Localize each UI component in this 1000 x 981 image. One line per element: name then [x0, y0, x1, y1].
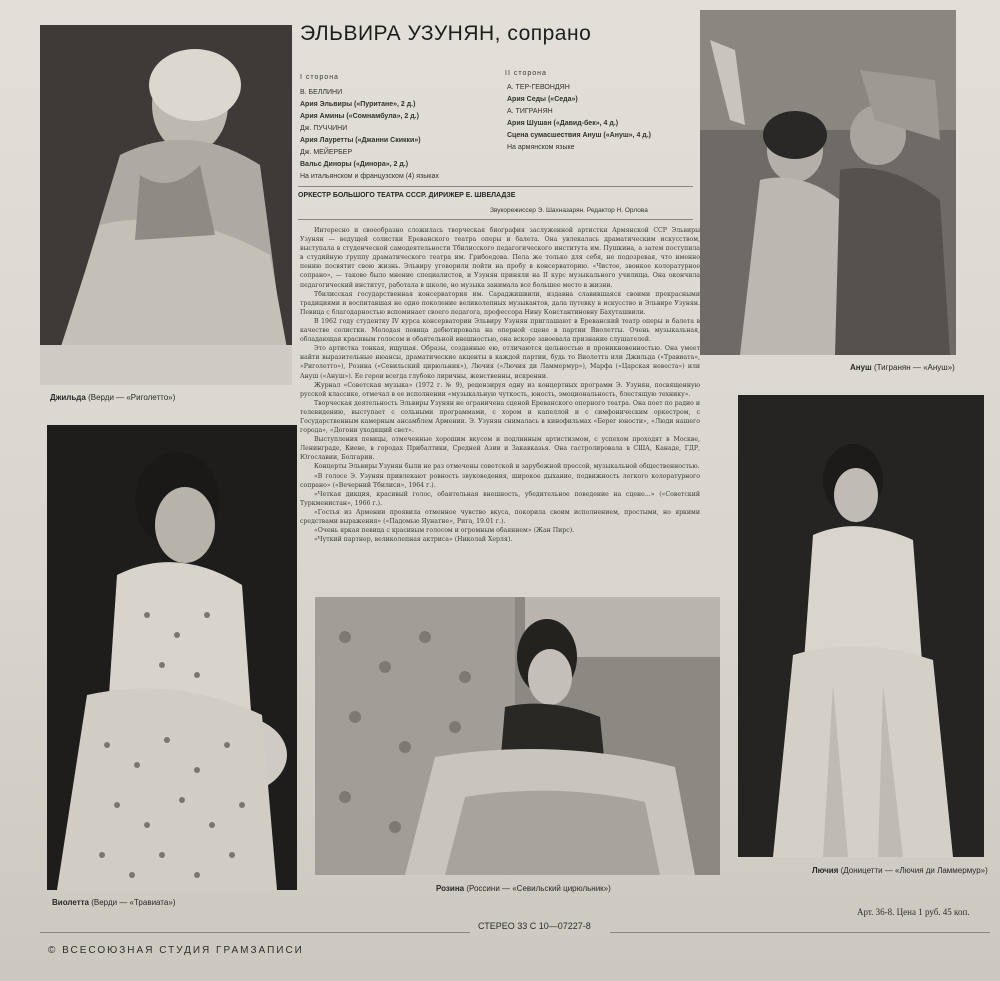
- biography-paragraph: Творческая деятельность Эльвиры Узунян не ограничена сценой Ереванского оперного театра. Она поет по радио и телевидению, выступает с сольными программами, с хором и капеллой и с симфоническим оркестром, с Государственным камерным ансамблем Армении. Э. Узунян снималась в кинофильмах «Берег юности», «Люди нашего города», «Догони уходящий свет».: [300, 399, 700, 435]
- orchestra-credit: ОРКЕСТР БОЛЬШОГО ТЕАТРА СССР. ДИРИЖЕР Е. ШВЕЛАДЗЕ: [298, 192, 516, 199]
- divider-top: [298, 186, 693, 187]
- caption-gilda: Джильда (Верди — «Риголетто»): [50, 393, 176, 402]
- photo-lucia: [738, 395, 984, 857]
- caption-violetta: Виолетта (Верди — «Травиата»): [52, 898, 176, 907]
- track-line: Ария Седы («Седа»): [507, 96, 578, 103]
- track-line: На армянском языке: [507, 144, 575, 151]
- biography-paragraph: Интересно и своеобразно сложилась творческая биография заслуженной артистки Армянской ССР Эльвиры Узунян — ведущей солистки Ереванского театра оперы и балета. Она увлекалась драматическим искусством, выступала в студенческой самодеятельности Тбилисского педагогического института им. Пушкина, а затем поступила в студийную группу драматического театра им. Грибоедова. Пела же только для себя, не подозревая, что именно пению посвятит свою жизнь. Эльвиру уговорили пойти на пробу в консерваторию. «Чистое, звонкое колоратурное сопрано», — таково было мнение специалистов, и Узунян приняли на II курс музыкального училища. Она окончила педагогический институт, работала в школе, но музыка занимала все большее место в жизни.: [300, 227, 700, 289]
- footer-rule-left: [40, 932, 470, 933]
- divider-bottom: [298, 219, 693, 220]
- biography-paragraph: Концерты Эльвиры Узунян были не раз отмечены советской и зарубежной прессой, музыкальной общественностью.: [314, 463, 700, 471]
- track-line: Дж. ПУЧЧИНИ: [300, 125, 348, 132]
- caption-anush: Ануш (Тигранян — «Ануш»): [850, 363, 955, 372]
- price-label: Арт. 36-8. Цена 1 руб. 45 коп.: [857, 907, 970, 917]
- biography-paragraph: «Четкая дикция, красивый голос, обаятельная внешность, убедительное поведение на сцене...» («Советский Туркменистан», 1966 г.).: [300, 490, 700, 507]
- track-line: Вальс Диноры («Динора», 2 д.): [300, 161, 409, 168]
- biography-paragraph: В 1962 году студентку IV курса консерватории Эльвиру Узунян приглашают в Ереванский театр оперы и балета в качестве солистки. Молодая певица дебютировала на оперной сцене в партии Виолетты. Очень музыкальная, обладающая красивым голосом и обаятельной внешностью, она вскоре завоевала признание слушателей.: [300, 317, 700, 344]
- track-line: А. ТЕР-ГЕВОНДЯН: [507, 84, 570, 91]
- catalog-number: СТЕРЕО 33 С 10—07227-8: [478, 921, 591, 931]
- photo-anush: [700, 10, 956, 355]
- biography-text: [300, 226, 700, 586]
- caption-rosina: Розина (Россини — «Севильский цирюльник»): [436, 884, 611, 893]
- biography-paragraph: «В голосе Э. Узунян привлекают ровность звуковедения, широкое дыхание, подвижность легкого колоратурного сопрано» («Вечерний Тбилиси», 1964 г.).: [300, 472, 700, 489]
- track-line: Ария Амины («Сомнамбула», 2 д.): [300, 113, 419, 120]
- track-line: Сцена сумасшествия Ануш («Ануш», 4 д.): [507, 132, 652, 139]
- biography-paragraph: Тбилисская государственная консерватория им. Сараджишвили, издавна славившаяся своими прекрасными традициями и воспитавшая не одно поколение великолепных музыкантов, дала путевку в искусство и Эльвире Узунян. Певица с благодарностью вспоминает своего педагога, профессора Нину Константиновну Бахуташвили.: [300, 290, 700, 316]
- caption-lucia: Лючия (Доницетти — «Лючия ди Ламмермур»): [812, 866, 988, 875]
- photo-gilda: [40, 25, 292, 385]
- photo-rosina: [315, 597, 720, 875]
- biography-paragraph: Журнал «Советская музыка» (1972 г. № 9), рецензируя одну из концертных программ Э. Узунян, посвященную русской классике, отмечал в ее исполнении «музыкальную чуткость, юность, эмоциональность, блестящую технику».: [300, 381, 700, 398]
- footer-rule-right: [610, 932, 990, 933]
- track-line: На итальянском и французском (4) языках: [300, 173, 439, 180]
- biography-paragraph: «Очень яркая певица с красивым голосом и огромным обаянием» (Жан Пирс).: [314, 527, 575, 535]
- track-line: Ария Эльвиры («Пуритане», 2 д.): [300, 101, 416, 108]
- biography-paragraph: «Чуткий партнер, великолепная актриса» (Николай Херля).: [314, 536, 513, 544]
- track-line: А. ТИГРАНЯН: [507, 108, 553, 115]
- studio-label: © ВСЕСОЮЗНАЯ СТУДИЯ ГРАМЗАПИСИ: [48, 945, 304, 956]
- photo-violetta: [47, 425, 297, 890]
- track-line: Ария Лауретты («Джанни Скикки»): [300, 137, 421, 144]
- biography-paragraph: Это артистка тонкая, ищущая. Образы, созданные ею, отличаются цельностью и проникновенностью. Она умеет найти выразительные нюансы, драматические акценты в каждой партии, будь то Виолетта или Джильда («Травиата», «Риголетто»), Розина («Севильский цирюльник»), Лючия («Лючия ди Ламмермур»), Марфа («Царская невеста») или Ануш («Ануш»). Ее герои всегда глубоко лиричны, женственны, искренни.: [300, 345, 700, 380]
- side1-heading: I сторона: [300, 74, 339, 81]
- track-line: Дж. МЕЙЕРБЕР: [300, 149, 353, 156]
- side2-heading: II сторона: [505, 70, 547, 77]
- engineer-credit: Звукорежиссер Э. Шахназарян. Редактор Н. Орлова: [490, 207, 648, 214]
- track-line: Ария Шушан («Давид-бек», 4 д.): [507, 120, 619, 127]
- track-line: В. БЕЛЛИНИ: [300, 89, 343, 96]
- album-title: ЭЛЬВИРА УЗУНЯН, сопрано: [300, 22, 592, 45]
- biography-paragraph: «Гостья из Армении проявила отменное чувство вкуса, покорила своим исполнением, простыми, но яркими средствами выражения» («Падомью Яунатне», Рига, 19.01 г.).: [300, 508, 700, 525]
- biography-paragraph: Выступления певицы, отмеченные хорошим вкусом и подлинным артистизмом, с успехом проходят в Москве, Ленинграде, Киеве, в городах Прибалтики, Средней Азии и Закавказья. Она гастролировала в США, Канаде, ГДР, Югославии, Болгарии.: [300, 436, 700, 462]
